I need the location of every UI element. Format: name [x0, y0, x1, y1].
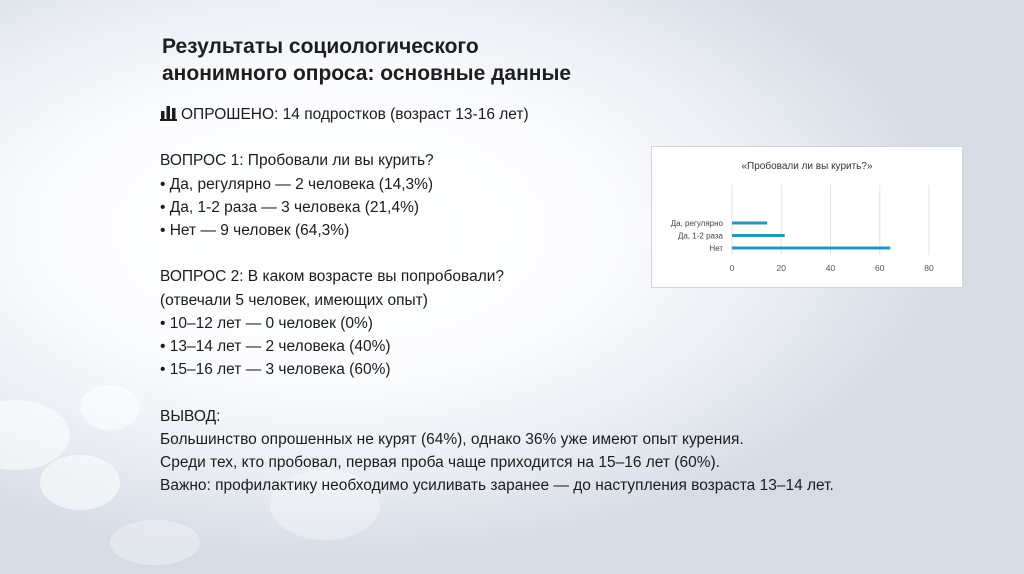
slide-title-line2: анонимного опроса: основные данные — [162, 62, 572, 85]
question2-item: • 10–12 лет — 0 человек (0%) — [160, 314, 373, 332]
chart-category-labels — [671, 219, 724, 253]
question1-item: • Да, 1-2 раза — 3 человека (21,4%) — [160, 198, 420, 216]
question2-item: • 15–16 лет — 3 человека (60%) — [160, 361, 391, 379]
chart-category-label: Да, 1-2 раза — [677, 231, 723, 241]
chart-svg — [652, 147, 962, 287]
background-bubble — [40, 455, 120, 510]
chart-title: «Пробовали ли вы курить?» — [741, 161, 873, 172]
background-bubble — [110, 520, 200, 565]
chart-tick-labels — [730, 263, 934, 273]
chart-tick-label: 80 — [924, 263, 934, 273]
chart-bars — [732, 222, 890, 250]
chart-bar — [732, 247, 890, 250]
slide-title — [162, 33, 682, 87]
conclusion-line: Важно: профилактику необходимо усиливать заранее — до наступления возраста 13–14 лет. — [160, 477, 834, 495]
slide-title-line1: Результаты социологического — [162, 35, 479, 58]
surveyed-text: ОПРОШЕНО: 14 подростков (возраст 13-16 лет) — [181, 106, 529, 123]
question2-item: • 13–14 лет — 2 человека (40%) — [160, 338, 391, 355]
conclusion-line: Большинство опрошенных не курят (64%), однако 36% уже имеют опыт курения. — [160, 430, 744, 448]
question1-heading: ВОПРОС 1: Пробовали ли вы курить? — [160, 152, 434, 170]
chart-tick-label: 60 — [875, 263, 885, 273]
question1-item: • Нет — 9 человек (64,3%) — [160, 222, 350, 239]
chart-category-label: Нет — [709, 244, 723, 253]
chart-category-label: Да, регулярно — [670, 219, 723, 228]
chart-bar — [732, 222, 767, 225]
question1-item: • Да, регулярно — 2 человека (14,3%) — [160, 175, 434, 193]
chart-tick-label: 0 — [729, 263, 735, 273]
conclusion-heading: ВЫВОД: — [160, 407, 221, 425]
chart-bar — [732, 234, 785, 237]
background-bubble — [80, 385, 140, 430]
smoking-chart — [651, 146, 963, 288]
question2-heading: ВОПРОС 2: В каком возрасте вы попробовали? — [160, 268, 505, 286]
surveyed-line — [160, 103, 880, 126]
chart-tick-label: 20 — [776, 263, 786, 273]
chart-grid — [732, 185, 929, 255]
question2-note: (отвечали 5 человек, имеющих опыт) — [160, 291, 428, 309]
chart-tick-label: 40 — [825, 263, 836, 273]
bar-chart-icon — [160, 105, 177, 121]
conclusion-line: Среди тех, кто пробовал, первая проба чаще приходится на 15–16 лет (60%). — [160, 454, 720, 471]
